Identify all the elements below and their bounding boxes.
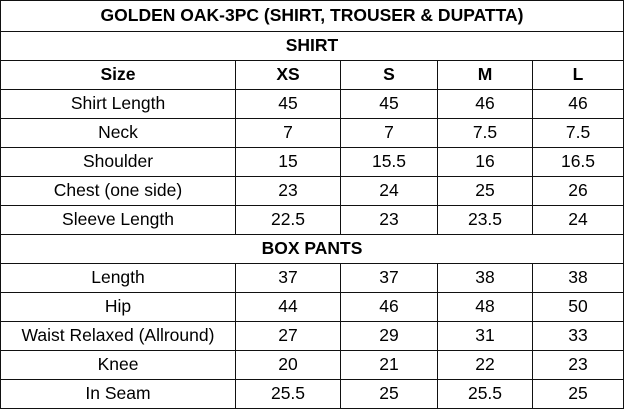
table-cell: 21 xyxy=(341,351,438,380)
table-cell: 46 xyxy=(341,293,438,322)
table-cell: 44 xyxy=(236,293,341,322)
size-header-label: Size xyxy=(1,61,236,90)
table-row xyxy=(1,322,624,351)
table-row xyxy=(1,264,624,293)
pants-section-row xyxy=(1,235,624,264)
table-cell: 27 xyxy=(236,322,341,351)
table-cell: 25 xyxy=(438,177,533,206)
row-label: Neck xyxy=(1,119,236,148)
table-cell: 31 xyxy=(438,322,533,351)
table-cell: 38 xyxy=(438,264,533,293)
table-cell: 7.5 xyxy=(438,119,533,148)
table-cell: 22.5 xyxy=(236,206,341,235)
table-row xyxy=(1,380,624,409)
shirt-section-heading: SHIRT xyxy=(1,32,624,61)
table-row xyxy=(1,351,624,380)
row-label: Sleeve Length xyxy=(1,206,236,235)
table-cell: 37 xyxy=(236,264,341,293)
table-cell: 46 xyxy=(438,90,533,119)
table-cell: 48 xyxy=(438,293,533,322)
row-label: Waist Relaxed (Allround) xyxy=(1,322,236,351)
table-cell: 25 xyxy=(533,380,624,409)
row-label: Shirt Length xyxy=(1,90,236,119)
table-cell: 22 xyxy=(438,351,533,380)
table-cell: 15.5 xyxy=(341,148,438,177)
size-header-m: M xyxy=(438,61,533,90)
table-cell: 37 xyxy=(341,264,438,293)
table-cell: 25 xyxy=(341,380,438,409)
size-header-l: L xyxy=(533,61,624,90)
table-cell: 33 xyxy=(533,322,624,351)
table-cell: 15 xyxy=(236,148,341,177)
table-cell: 25.5 xyxy=(438,380,533,409)
size-header-s: S xyxy=(341,61,438,90)
table-cell: 7 xyxy=(236,119,341,148)
table-cell: 20 xyxy=(236,351,341,380)
table-row xyxy=(1,177,624,206)
table-cell: 26 xyxy=(533,177,624,206)
table-cell: 7.5 xyxy=(533,119,624,148)
title-row xyxy=(1,1,624,32)
row-label: Length xyxy=(1,264,236,293)
table-cell: 23 xyxy=(236,177,341,206)
pants-section-heading: BOX PANTS xyxy=(1,235,624,264)
table-row xyxy=(1,148,624,177)
table-row xyxy=(1,206,624,235)
row-label: In Seam xyxy=(1,380,236,409)
table-cell: 16 xyxy=(438,148,533,177)
table-cell: 16.5 xyxy=(533,148,624,177)
shirt-section-row xyxy=(1,32,624,61)
row-label: Chest (one side) xyxy=(1,177,236,206)
table-cell: 23.5 xyxy=(438,206,533,235)
table-cell: 23 xyxy=(533,351,624,380)
chart-title: GOLDEN OAK-3PC (SHIRT, TROUSER & DUPATTA) xyxy=(1,1,624,32)
table-cell: 45 xyxy=(236,90,341,119)
table-cell: 29 xyxy=(341,322,438,351)
table-cell: 50 xyxy=(533,293,624,322)
size-header-row xyxy=(1,61,624,90)
row-label: Knee xyxy=(1,351,236,380)
table-row xyxy=(1,119,624,148)
table-cell: 24 xyxy=(533,206,624,235)
table-cell: 38 xyxy=(533,264,624,293)
row-label: Shoulder xyxy=(1,148,236,177)
table-cell: 25.5 xyxy=(236,380,341,409)
size-header-xs: XS xyxy=(236,61,341,90)
table-cell: 24 xyxy=(341,177,438,206)
table-cell: 45 xyxy=(341,90,438,119)
row-label: Hip xyxy=(1,293,236,322)
table-row xyxy=(1,293,624,322)
table-row xyxy=(1,90,624,119)
table-cell: 23 xyxy=(341,206,438,235)
table-cell: 46 xyxy=(533,90,624,119)
table-cell: 7 xyxy=(341,119,438,148)
